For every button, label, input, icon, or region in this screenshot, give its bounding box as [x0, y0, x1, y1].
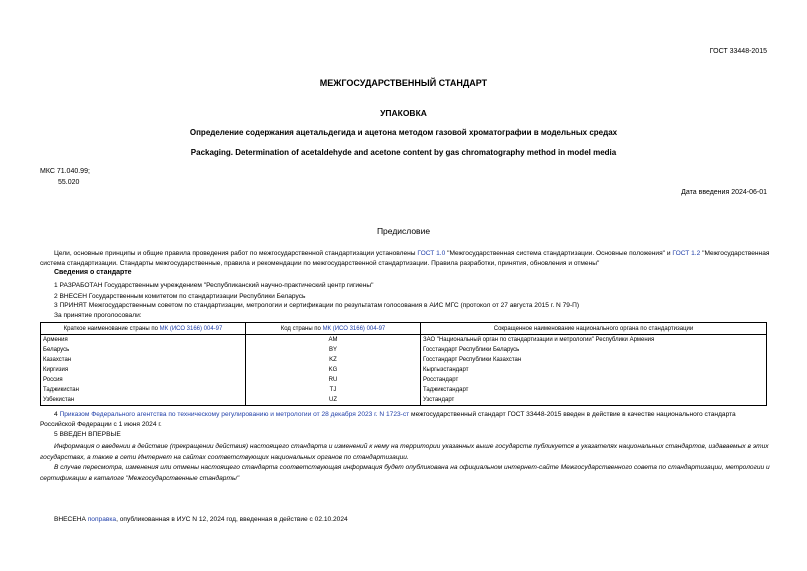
amendment-text-b: , опубликованная в ИУС N 12, 2024 год, введенная в действие с 02.10.2024	[116, 516, 348, 523]
code-cell: BY	[246, 345, 421, 355]
code-cell: UZ	[246, 395, 421, 406]
info-heading: Сведения о стандарте	[54, 269, 132, 276]
mk-iso-link-2[interactable]: МК (ИСО 3166) 004-97	[322, 325, 386, 332]
country-cell: Армения	[41, 335, 246, 346]
gost-1-0-link[interactable]: ГОСТ 1.0	[417, 250, 446, 257]
table-row	[41, 375, 767, 385]
col-code-text: Код страны по	[280, 325, 323, 332]
code-cell: RU	[246, 375, 421, 385]
code-cell: KZ	[246, 355, 421, 365]
subtitle-ru: Определение содержания ацетальдегида и ацетона методом газовой хроматографии в модельных средах	[189, 128, 618, 137]
item-adopted: 3 ПРИНЯТ Межгосударственным советом по стандартизации, метрологии и сертификации по результатам голосования в АИС МГС (протокол от 27 августа 2015 г. N 79-П)	[54, 302, 580, 309]
preface-intro-paragraph	[40, 249, 770, 269]
col-country-header	[41, 323, 246, 335]
amendment-text-a: ВНЕСЕНА	[54, 516, 88, 523]
info-paragraph-2: В случае пересмотра, изменения или отмены настоящего стандарта соответствующая информация будет опубликована на официальном интернет-сайте Межгосударственного совета по стандартизации, метрологии и сертификации в каталоге "Межгосударственные стандарты"	[40, 464, 770, 482]
item-developed: 1 РАЗРАБОТАН Государственным учреждением "Республиканский научно-практический центр гигиены"	[54, 282, 374, 289]
order-link[interactable]: Приказом Федерального агентства по техническому регулированию и метрологии от 28 декабря 2023 г. N 1723-ст	[59, 411, 410, 418]
title-ru: УПАКОВКА	[380, 108, 427, 118]
col-body-header: Сокращенное наименование национального органа по стандартизации	[421, 323, 767, 335]
item4-text: межгосударственный стандарт ГОСТ 33448-2015 введен в действие в качестве национального стандарта Российской Федерации с 1 июня 2024 г.	[40, 411, 736, 428]
country-cell: Казахстан	[41, 355, 246, 365]
table-row	[41, 355, 767, 365]
table-row	[41, 365, 767, 375]
document-code: ГОСТ 33448-2015	[709, 48, 767, 55]
title-en: Packaging. Determination of acetaldehyde and acetone content by gas chromatography method in model media	[190, 148, 617, 157]
country-cell: Узбекистан	[41, 395, 246, 406]
table-row	[41, 345, 767, 355]
mks-code-2: 55.020	[58, 179, 80, 186]
voted-label: За принятие проголосовали:	[54, 312, 142, 319]
col-country-text: Краткое наименование страны по	[63, 325, 160, 332]
table-header-row	[41, 323, 767, 335]
body-cell: Росстандарт	[421, 375, 767, 385]
col-code-header	[246, 323, 421, 335]
country-cell: Киргизия	[41, 365, 246, 375]
preface-heading: Предисловие	[376, 226, 431, 236]
item4-number: 4	[54, 411, 60, 418]
standard-title: МЕЖГОСУДАРСТВЕННЫЙ СТАНДАРТ	[319, 78, 488, 88]
intro-text-c: "Межгосударственная система стандартизации. Стандарты межгосударственные, правила и рекомендации по межгосударственной стандартизации. Правила разработки, принятия, обновления и отмены"	[40, 250, 770, 267]
intro-date: Дата введения 2024-06-01	[681, 189, 767, 196]
body-cell: Кыргызстандарт	[421, 365, 767, 375]
info-paragraph-1: Информация о введении в действие (прекращении действия) настоящего стандарта и изменений к нему на территории указанных выше государств публикуется в указателях национальных стандартов, издаваемых в этих государствах, а также в сети Интернет на сайтах соответствующих национальных органов по стандартизации.	[40, 443, 769, 461]
body-cell: Таджикстандарт	[421, 385, 767, 395]
table-row	[41, 385, 767, 395]
body-cell: Госстандарт Республики Беларусь	[421, 345, 767, 355]
gost-1-2-link[interactable]: ГОСТ 1.2	[672, 250, 701, 257]
body-cell: Госстандарт Республики Казахстан	[421, 355, 767, 365]
countries-table	[40, 322, 767, 406]
intro-text-a: Цели, основные принципы и общие правила проведения работ по межгосударственной стандартизации установлены	[54, 250, 418, 257]
item-first-introduced: 5 ВВЕДЕН ВПЕРВЫЕ	[54, 431, 121, 438]
mks-code-1: МКС 71.040.99;	[40, 168, 90, 175]
code-cell: KG	[246, 365, 421, 375]
amendment-link[interactable]: поправка	[87, 516, 117, 523]
code-cell: TJ	[246, 385, 421, 395]
body-cell: Узстандарт	[421, 395, 767, 406]
table-row	[41, 335, 767, 346]
table-row	[41, 395, 767, 406]
body-cell: ЗАО "Национальный орган по стандартизации и метрологии" Республики Армения	[421, 335, 767, 346]
country-cell: Беларусь	[41, 345, 246, 355]
code-cell: AM	[246, 335, 421, 346]
mk-iso-link-1[interactable]: МК (ИСО 3166) 004-97	[159, 325, 223, 332]
item-submitted: 2 ВНЕСЕН Государственным комитетом по стандартизации Республики Беларусь	[54, 293, 306, 300]
amendment-note	[54, 516, 348, 523]
intro-text-b: "Межгосударственная система стандартизации. Основные положения" и	[445, 250, 673, 257]
country-cell: Россия	[41, 375, 246, 385]
country-cell: Таджикистан	[41, 385, 246, 395]
item-enacted	[40, 410, 770, 430]
